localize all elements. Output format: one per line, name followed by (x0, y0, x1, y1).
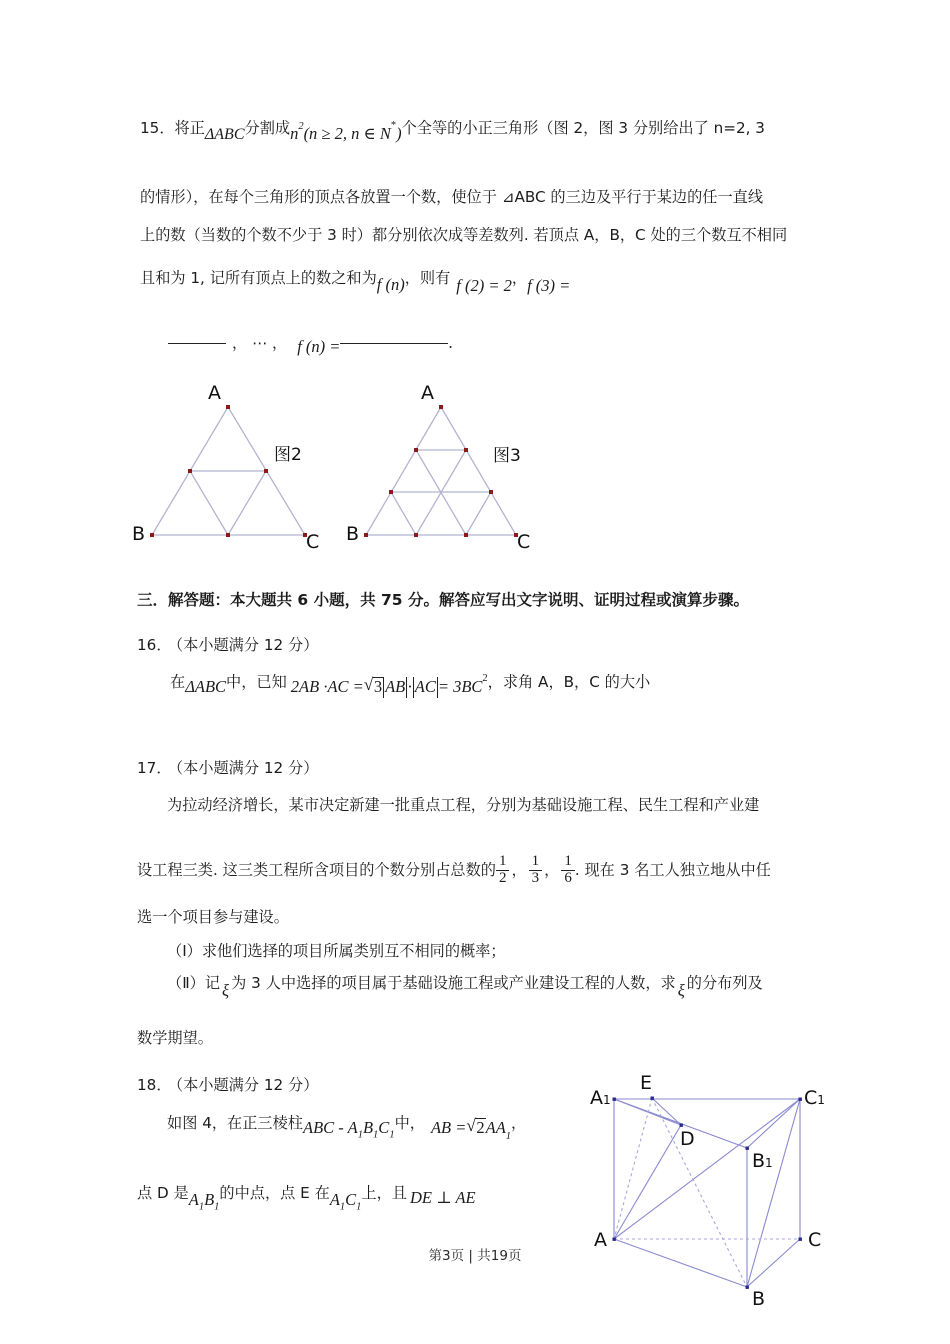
q18-prism-b: B (362, 1118, 374, 1137)
fig4-edge-ea-hidden (614, 1098, 652, 1239)
q18-a1: A (188, 1190, 199, 1209)
fig2-midseg-left (190, 471, 228, 535)
q16-triangle-abc: ΔABC (185, 677, 227, 696)
q17-xi-symbol-2: ξ (677, 981, 685, 1000)
q16-expr-1: 2AB ·AC = (290, 677, 364, 696)
q18-prism-abc: ABC - A (303, 1118, 358, 1137)
q18-sqrt-2-value: 2 (476, 1118, 485, 1137)
q18-prism-sub-2: 1 (373, 1129, 379, 1141)
q17-header (137, 761, 318, 777)
q18-perpendicular-condition: DE ⊥ AE (409, 1188, 476, 1207)
q17-part-1: （Ⅰ）求他们选择的项目所属类别互不相同的概率； (167, 942, 506, 960)
q16-expr-sup: 2 (482, 672, 488, 684)
q18-a1-2-sub: 1 (339, 1201, 346, 1213)
fig4-edge-da (614, 1125, 681, 1239)
q18-line1-a: 如图 4，在正三棱柱 (167, 1114, 303, 1132)
fig4-label-b1 (752, 1150, 773, 1172)
q17-fraction-1-num: 1 (498, 853, 507, 869)
q17-frac-comma-1: ， (511, 860, 527, 879)
q18-prism-sub-3: 1 (389, 1129, 395, 1141)
q15-answer-blank-2[interactable] (340, 342, 448, 344)
fig3-caption: 图3 (493, 446, 521, 466)
q17-line3: 选一个项目参与建设。 (137, 908, 289, 926)
q17-fraction-1-den: 2 (496, 870, 510, 887)
q18-line1-b: 中， (394, 1114, 425, 1132)
q18-prism-c: C (378, 1118, 390, 1137)
q17-part-2-a: （Ⅱ）记 (167, 974, 221, 992)
q16-sqrt-3 (364, 677, 383, 697)
q18-segment-a1c1 (329, 1190, 362, 1213)
q18-line2-c: 上，且 (361, 1184, 407, 1202)
q15-fn-prompt: f (n) = (297, 337, 341, 356)
q17-part-2 (167, 974, 763, 1000)
q15-number: 15． (140, 119, 175, 138)
fig4-label-c1 (804, 1087, 825, 1109)
page-footer: 第3页 | 共19页 (428, 1248, 522, 1264)
fig2-label-a: A (208, 382, 221, 404)
q16-abs-ab: AB (385, 677, 406, 696)
q17-number: 17． (137, 759, 172, 777)
q15-expr-paren: (n ≥ 2, n ∈ N (303, 124, 391, 144)
section-3-heading: 三．解答题：本大题共 6 小题，共 75 分。解答应写出文字说明、证明过程或演算步骤。 (137, 591, 749, 609)
fig4-label-a1-letter: A (590, 1087, 603, 1109)
q15-line4-a: 且和为 1, 记所有顶点上的数之和为 (140, 269, 377, 287)
q18-a1-2: A (329, 1190, 340, 1209)
q18-a1-sub: 1 (198, 1201, 205, 1213)
fig4-label-b1-sub: 1 (765, 1156, 773, 1170)
fig3-label-b: B (346, 523, 360, 545)
q18-line1 (167, 1113, 527, 1143)
q17-line2-b: . 现在 3 名工人独立地从中任 (574, 860, 771, 879)
q16-number: 16． (137, 636, 172, 654)
q15-triangle-abc: ΔABC (204, 126, 245, 144)
q17-frac-comma-2: ， (544, 860, 560, 879)
q16-points: （本小题满分 12 分） (175, 636, 319, 654)
q18-line2-a: 点 D 是 (137, 1184, 189, 1202)
q18-header (137, 1078, 318, 1094)
q18-line1-comma: ， (511, 1114, 527, 1132)
q15-line1 (140, 119, 765, 144)
q15-line2: 的情形），在每个三角形的顶点各放置一个数，使位于 ⊿ABC 的三边及平行于某边的任一直线 (140, 188, 764, 206)
fig2-midseg-right (228, 471, 266, 535)
q18-b1: B (204, 1190, 215, 1209)
q18-eq-a: AB = (430, 1118, 467, 1137)
q15-expr-base: n (290, 124, 299, 144)
q17-line4: 数学期望。 (137, 1029, 213, 1047)
q16-abs-ac: AC (414, 677, 436, 696)
q17-fraction-3-num: 1 (564, 853, 572, 869)
q16-sqrt-3-value: 3 (373, 677, 383, 696)
q18-c1: C (345, 1190, 357, 1209)
q16-body-c: ，求角 A，B，C 的大小 (487, 673, 651, 691)
q18-eq-sub: 1 (505, 1131, 512, 1143)
q15-line5-period: . (448, 333, 453, 352)
q18-number: 18． (137, 1076, 172, 1094)
q15-f3-prompt: f (3) = (527, 276, 571, 295)
q17-fraction-2-num: 1 (531, 853, 540, 869)
q17-fraction-2-den: 3 (529, 870, 543, 887)
q15-expr-sup: 2 (298, 121, 304, 132)
q16-expr-eq: = 3BC (437, 677, 483, 696)
fig3-par-ab-2 (466, 492, 491, 535)
q16-header (137, 638, 318, 654)
figure-3-svg (345, 385, 580, 560)
fig4-label-a1 (590, 1087, 611, 1109)
fig4-label-a1-sub: 1 (603, 1093, 611, 1107)
fig4-label-c1-letter: C (804, 1087, 818, 1109)
q15-expr-close: ) (396, 124, 402, 144)
q18-points: （本小题满分 12 分） (175, 1076, 319, 1094)
q17-fraction-3 (561, 854, 575, 887)
q16-body-a: 在 (170, 673, 186, 691)
figure-2-svg (130, 385, 360, 560)
figure-4 (580, 1070, 850, 1320)
q15-line4-comma: ， (511, 269, 528, 287)
figure-2 (130, 382, 360, 560)
fig3-vertex-dots (364, 405, 518, 537)
q18-line2 (137, 1184, 476, 1213)
q15-line3: 上的数（当数的个数不少于 3 时）都分别依次成等差数列. 若顶点 A，B，C 处的三个数互不相同 (140, 226, 788, 244)
q18-line2-b: 的中点，点 E 在 (219, 1184, 330, 1202)
fig2-caption: 图2 (274, 445, 302, 465)
fig4-label-e: E (640, 1072, 653, 1094)
fig3-label-a: A (421, 382, 434, 404)
fig2-label-b: B (132, 523, 146, 545)
fig4-label-b1-letter: B (752, 1150, 766, 1172)
fig3-side-ac (441, 407, 516, 535)
q15-f2-value: f (2) = 2 (456, 276, 512, 295)
q18-eq-b: AA (485, 1118, 506, 1137)
q18-segment-a1b1 (188, 1190, 220, 1213)
q15-line4 (140, 269, 571, 295)
fig3-label-c: C (517, 531, 531, 553)
q17-line2 (137, 855, 771, 888)
q15-text-c: 个全等的小正三角形（图 2，图 3 分别给出了 n=2, 3 (401, 119, 765, 138)
q15-fn: f (n) (376, 275, 405, 294)
fig4-edge-b1c1 (747, 1099, 800, 1148)
q15-answer-blank-1[interactable] (168, 342, 226, 344)
q15-line4-b: ，则有 (404, 269, 451, 287)
q18-sqrt-2 (466, 1118, 485, 1138)
q17-fraction-1 (496, 854, 510, 887)
q17-part-2-c: 的分布列及 (686, 974, 763, 992)
fig4-edge-ed (652, 1098, 681, 1125)
q17-points: （本小题满分 12 分） (175, 759, 319, 777)
fig4-label-c1-sub: 1 (817, 1093, 825, 1107)
fig4-label-c: C (808, 1229, 822, 1251)
fig3-par-ac-2 (391, 492, 416, 535)
q17-xi-symbol-1: ξ (222, 981, 230, 1000)
q16-dot: · (407, 677, 413, 696)
fig4-label-b: B (752, 1288, 766, 1310)
q16-body (170, 672, 651, 696)
q18-b1-sub: 1 (214, 1201, 220, 1213)
fig4-edge-a1d (614, 1099, 681, 1125)
figure-3 (345, 382, 580, 560)
q17-line1: 为拉动经济增长，某市决定新建一批重点工程，分别为基础设施工程、民生工程和产业建 (167, 796, 760, 814)
fig4-label-a: A (594, 1229, 607, 1251)
q15-line5 (168, 333, 453, 356)
q16-body-b: 中，已知 (226, 673, 287, 691)
fig3-side-ab (366, 407, 441, 535)
q15-expr-star: * (390, 120, 397, 131)
q17-part-2-b: 为 3 人中选择的项目属于基础设施工程或产业建设工程的人数，求 (231, 974, 676, 992)
q15-text-b: 分割成 (244, 119, 291, 138)
fig2-label-c: C (306, 531, 320, 553)
q17-fraction-3-den: 6 (561, 870, 575, 887)
fig4-label-d: D (680, 1128, 695, 1150)
q18-prism-sub-1: 1 (357, 1129, 363, 1141)
q17-line2-a: 设工程三类. 这三类工程所含项目的个数分别占总数的 (137, 860, 496, 879)
q17-fraction-2 (529, 854, 543, 887)
q15-line5-dots: ， ⋯ ， (232, 334, 288, 352)
q18-c1-sub: 1 (356, 1201, 362, 1213)
q15-text-a: 将正 (174, 119, 205, 138)
q18-prism-name (303, 1118, 395, 1141)
